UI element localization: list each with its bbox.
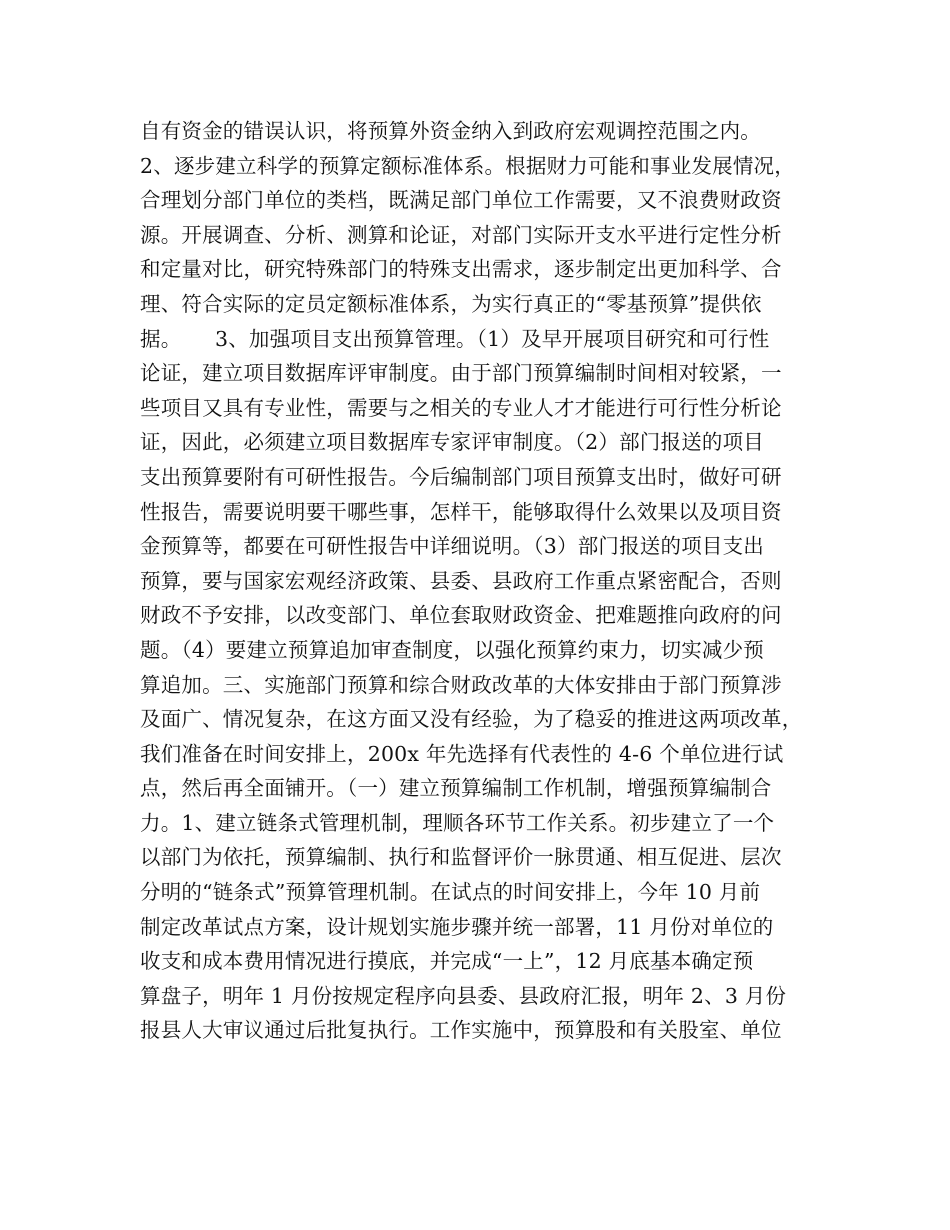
text-line: 证，因此，必须建立项目数据库专家评审制度。（2）部门报送的项目 [140, 430, 764, 455]
text-line: 自有资金的错误认识，将预算外资金纳入到政府宏观调控范围之内。 [140, 119, 761, 143]
text-line: 点，然后再全面铺开。（一）建立预算编制工作机制，增强预算编制合 [140, 776, 772, 801]
text-line: 及面广、情况复杂，在这方面又没有经验，为了稳妥的推进这两项改革， [140, 707, 803, 732]
text-line: 制定改革试点方案，设计规划实施步骤并统一部署，11 月份对单位的 [140, 914, 774, 939]
text-line: 力。1、建立链条式管理机制，理顺各环节工作关系。初步建立了一个 [140, 810, 775, 835]
text-line: 收支和成本费用情况进行摸底，并完成“一上”，12 月底基本确定预 [140, 949, 754, 974]
text-line: 合理划分部门单位的类档，既满足部门单位工作需要，又不浪费财政资 [140, 188, 782, 213]
text-line: 分明的“链条式”预算管理机制。在试点的时间安排上，今年 10 月前 [140, 880, 761, 905]
text-line: 算盘子，明年 1 月份按规定程序向县委、县政府汇报，明年 2、3 月份 [140, 983, 787, 1008]
text-line: 算追加。三、实施部门预算和综合财政改革的大体安排由于部门预算涉 [140, 672, 782, 697]
text-line: 财政不予安排，以改变部门、单位套取财政资金、把难题推向政府的问 [140, 603, 782, 628]
text-line: 源。开展调查、分析、测算和论证，对部门实际开支水平进行定性分析 [140, 222, 782, 247]
text-line: 以部门为依托，预算编制、执行和监督评价一脉贯通、相互促进、层次 [140, 845, 782, 870]
text-line: 报县人大审议通过后批复执行。工作实施中，预算股和有关股室、单位 [140, 1018, 782, 1043]
document-body-text [140, 114, 820, 1048]
text-line: 预算，要与国家宏观经济政策、县委、县政府工作重点紧密配合，否则 [140, 568, 782, 593]
text-line: 2、逐步建立科学的预算定额标准体系。根据财力可能和事业发展情况， [140, 153, 795, 178]
text-line: 性报告，需要说明要干哪些事，怎样干，能够取得什么效果以及项目资 [140, 499, 782, 524]
text-line: 些项目又具有专业性，需要与之相关的专业人才才能进行可行性分析论 [140, 395, 782, 420]
text-line: 金预算等，都要在可研性报告中详细说明。（3）部门报送的项目支出 [140, 534, 764, 559]
text-line: 支出预算要附有可研性报告。今后编制部门项目预算支出时，做好可研 [140, 464, 782, 489]
text-line: 和定量对比，研究特殊部门的特殊支出需求，逐步制定出更加科学、合 [140, 257, 782, 282]
text-line: 我们准备在时间安排上，200x 年先选择有代表性的 4-6 个单位进行试 [140, 741, 784, 766]
text-line: 理、符合实际的定员定额标准体系，为实行真正的“零基预算”提供依 [140, 291, 762, 316]
text-line: 题。（4）要建立预算追加审查制度，以强化预算约束力，切实减少预 [140, 637, 764, 662]
text-line: 据。 3、加强项目支出预算管理。（1）及早开展项目研究和可行性 [140, 326, 770, 351]
text-line: 论证，建立项目数据库评审制度。由于部门预算编制时间相对较紧，一 [140, 361, 782, 386]
